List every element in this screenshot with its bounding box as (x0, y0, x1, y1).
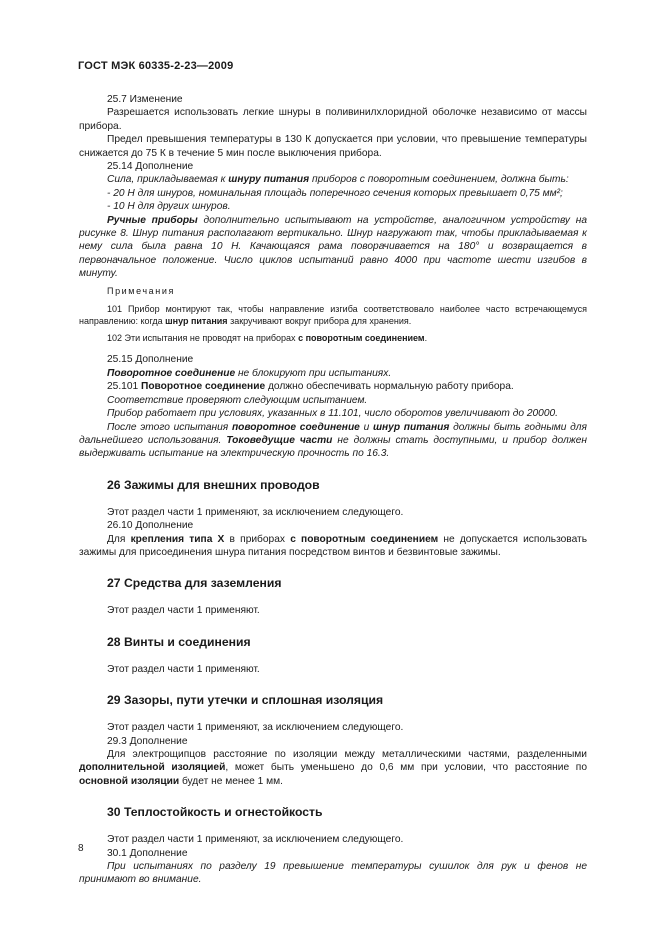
section-28-text: Этот раздел части 1 применяют. (107, 663, 260, 675)
clause-25-15-number: 25.15 Дополнение (107, 354, 194, 366)
note-101 (79, 304, 587, 328)
clause-25-101-compliance: Соответствие проверяют следующим испытанием. (107, 394, 368, 406)
term-supplementary-insulation: дополнительной изоляцией (79, 762, 226, 774)
text-span: , может быть уменьшено до 0,6 мм при условии, что расстояние по (225, 762, 587, 774)
term-power-cord: шнуру питания (228, 174, 310, 186)
text-span: не допускается использовать зажимы для присоединения шнура питания посредством винтов и безвинтовые зажимы. (79, 533, 588, 558)
section-29-text-1: Этот раздел части 1 применяют, за исключением следующего. (107, 722, 404, 734)
clause-25-14-list-item-2: - 10 Н для других шнуров. (107, 201, 231, 213)
term-swivel-connection: Поворотное соединение (107, 367, 236, 379)
text-span: должно обеспечивать нормальную работу прибора. (265, 381, 514, 393)
text-span: 102 Эти испытания не проводят на приборах (107, 332, 299, 343)
document-body (79, 93, 587, 887)
text-span: закручивают вокруг прибора для хранения. (227, 315, 412, 326)
clause-25-101-text (79, 380, 587, 393)
term-swivel-connection: Поворотное соединение (141, 381, 266, 393)
text-span: 101 Прибор монтируют так, чтобы направление изгиба соответствовало наиболее часто встречающемуся направлению: когда (79, 304, 587, 326)
note-102 (79, 333, 587, 345)
text-span: дополнительно испытывают на устройстве, аналогичном устройству на рисунке 8. Шнур питания располагают вертикально. Шнур нагружают так, чтобы прикладываемая к нему сила была равна 10 Н. Качающаяся рама поворачивается на 180° и возвращается в первоначальное положение. Число циклов испытаний равно 4000 при частоте шести изгибов в минуту. (79, 214, 588, 280)
clause-25-14-text-1 (79, 173, 587, 186)
clause-29-3-number: 29.3 Дополнение (107, 735, 188, 747)
section-27-title: 27 Средства для заземления (107, 576, 282, 591)
text-span: 25.101 (107, 381, 141, 393)
text-span: в приборах (224, 533, 291, 545)
section-30-text-1: Этот раздел части 1 применяют, за исключением следующего. (107, 834, 404, 846)
clause-29-3-text (79, 748, 587, 788)
text-span: Для электрощипцов расстояние по изоляции между металлическими частями, разделенными (107, 748, 587, 760)
section-30-title: 30 Теплостойкость и огнестойкость (107, 805, 323, 820)
clause-30-1-text: При испытаниях по разделу 19 превышение температуры сушилок для рук и фенов не принимают во внимание. (79, 861, 587, 886)
term-swivel-connection: с поворотным соединением (290, 533, 439, 545)
clause-25-101-result (79, 421, 587, 461)
page-number: 8 (78, 843, 84, 854)
term-swivel-connection: поворотное соединение (231, 421, 360, 433)
clause-25-7-number: 25.7 Изменение (107, 94, 183, 105)
section-27-text: Этот раздел части 1 применяют. (107, 605, 260, 617)
text-span: и (359, 421, 373, 433)
text-span: приборов с поворотным соединением, должна быть: (309, 174, 569, 186)
term-type-x-attachment: крепления типа X (130, 533, 225, 545)
section-29-title: 29 Зазоры, пути утечки и сплошная изоляция (107, 693, 384, 708)
clause-25-101-test: Прибор работает при условиях, указанных в 11.101, число оборотов увеличивают до 20000. (107, 408, 559, 420)
term-power-cord: шнур питания (372, 421, 450, 433)
term-hand-held-appliances: Ручные приборы (107, 214, 198, 226)
term-basic-insulation: основной изоляции (79, 775, 180, 787)
section-26-text-1: Этот раздел части 1 применяют, за исключением следующего. (107, 506, 404, 518)
clause-25-14-number: 25.14 Дополнение (107, 161, 194, 173)
clause-26-10-number: 26.10 Дополнение (107, 520, 194, 532)
term-power-cord: шнур питания (165, 315, 228, 326)
section-26-title: 26 Зажимы для внешних проводов (107, 477, 320, 492)
clause-25-15-text-1 (79, 367, 587, 380)
notes-heading: Примечания (107, 285, 175, 296)
clause-26-10-text (79, 533, 587, 560)
text-span: . (424, 332, 428, 343)
term-live-parts: Токоведущие части (226, 434, 333, 446)
clause-25-14-list-item-1: - 20 Н для шнуров, номинальная площадь поперечного сечения которых превышает 0,75 мм²; (107, 187, 563, 199)
clause-25-14-text-2 (79, 214, 587, 281)
term-swivel-connection: с поворотным соединением (298, 332, 425, 343)
clause-30-1-number: 30.1 Дополнение (107, 847, 188, 859)
clause-25-7-text-2: Предел превышения температуры в 130 К допускается при условии, что превышение температуры снижается до 75 К в течение 5 мин после выключения прибора. (79, 134, 587, 159)
text-span: Сила, прикладываемая к (107, 174, 229, 186)
text-span: После этого испытания (107, 421, 232, 433)
text-span: не блокируют при испытаниях. (235, 367, 392, 379)
clause-25-7-text-1: Разрешается использовать легкие шнуры в поливинилхлоридной оболочке независимо от массы прибора. (79, 107, 587, 132)
text-span: должны быть годными для дальнейшего использования. (79, 421, 587, 446)
text-span: Для (107, 533, 131, 545)
text-span: будет не менее 1 мм. (179, 775, 283, 787)
section-28-title: 28 Винты и соединения (107, 634, 251, 649)
text-span: не должны стать доступными, и прибор должен выдерживать испытание на электрическую прочность по 16.3. (79, 434, 587, 460)
document-header: ГОСТ МЭК 60335-2-23—2009 (78, 60, 234, 72)
